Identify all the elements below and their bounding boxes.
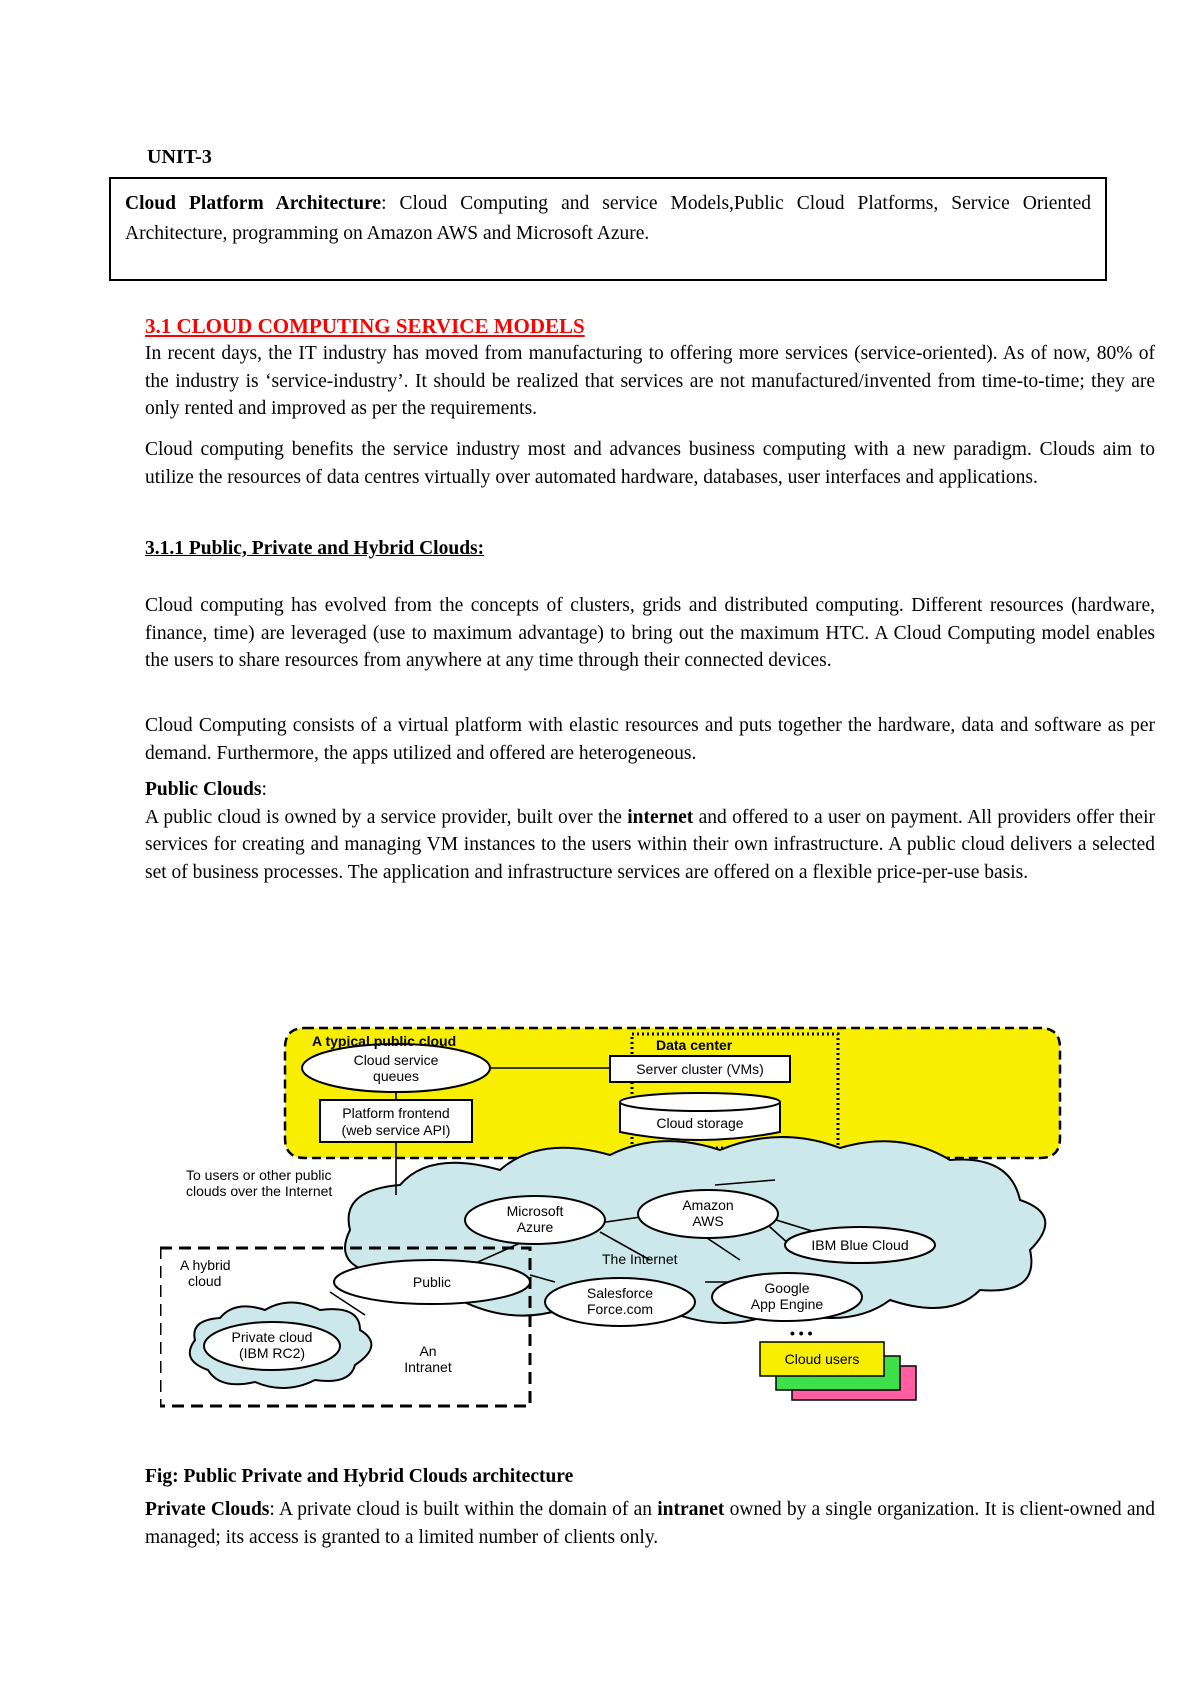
subsection-paragraph-2: Cloud Computing consists of a virtual platform with elastic resources and puts together the hardware, data and software as per demand. Furthermore, the apps utilized and offered are heterogeneous.: [145, 715, 1155, 764]
section-heading: 3.1 CLOUD COMPUTING SERVICE MODELS: [145, 314, 585, 338]
syllabus-title: Cloud Platform Architecture: [125, 193, 382, 214]
cloud-service-queues-line2: queues: [373, 1068, 419, 1084]
cloud-storage-node: [620, 1093, 780, 1140]
subsection-heading: 3.1.1 Public, Private and Hybrid Clouds:: [145, 538, 485, 559]
subsection-paragraph-1: Cloud computing has evolved from the concepts of clusters, grids and distributed computing. Different resources (hardware, finance, time) are leveraged (use to maximum advantage) to bring out the maximum HTC. A Cloud Computing model enables the users to share resources from anywhere at any time through their connected devices.: [145, 595, 1155, 671]
to-users-line2: clouds over the Internet: [186, 1183, 333, 1199]
data-center-title: Data center: [656, 1037, 733, 1053]
public-clouds-text-b: and offered to a user on payment. All providers offer their services for creating and managing VM instances to the users within their own infrastructure. A public cloud delivers a selected set of business processes. The application and infrastructure services are offered on a flexible price-per-use basis.: [145, 806, 1155, 883]
private-clouds-text-a: : A private cloud is built within the domain of an: [269, 1499, 658, 1520]
private-clouds-paragraph: [145, 1496, 1155, 1551]
public-clouds-internet: internet: [627, 806, 694, 828]
section-paragraph-2: Cloud computing benefits the service industry most and advances business computing with a new paradigm. Clouds aim to utilize the resources of data centres virtually over automated hardware, databases, user interfaces and applications.: [145, 439, 1155, 488]
platform-frontend-line1: Platform frontend: [342, 1105, 450, 1121]
platform-frontend-line2: (web service API): [341, 1122, 451, 1138]
intranet-line2: Intranet: [404, 1359, 452, 1375]
public-cloud-title: A typical public cloud: [312, 1033, 457, 1049]
ellipsis-dots: • • •: [790, 1325, 813, 1341]
ibm-blue-cloud-label: IBM Blue Cloud: [811, 1237, 909, 1253]
figure-caption: Fig: Public Private and Hybrid Clouds architecture: [145, 1466, 574, 1487]
to-users-line1: To users or other public: [186, 1167, 332, 1183]
private-clouds-text-b: owned by a single organization. It is client-owned and managed; its access is granted to a limited number of clients only.: [145, 1499, 1155, 1548]
salesforce-line1: Salesforce: [586, 1285, 654, 1301]
public-node-label: Public: [412, 1274, 452, 1290]
salesforce-line2: Force.com: [586, 1301, 654, 1317]
syllabus-topics: : Cloud Computing and service Models,Public Cloud Platforms, Service Oriented Architecture, programming on Amazon AWS and Microsoft Azure.: [125, 193, 1091, 244]
cloud-users-label: Cloud users: [784, 1351, 860, 1367]
server-cluster-label: Server cluster (VMs): [636, 1061, 764, 1077]
syllabus-box: [109, 177, 1107, 281]
private-cloud-line1: Private cloud: [231, 1329, 313, 1345]
public-clouds-label: Public Clouds: [145, 779, 262, 800]
private-clouds-label: Private Clouds: [145, 1499, 270, 1520]
unit-label: UNIT-3: [147, 146, 212, 168]
hybrid-line2: cloud: [188, 1273, 222, 1289]
amazon-aws-line1: Amazon: [682, 1197, 734, 1213]
private-clouds-intranet: intranet: [657, 1499, 725, 1520]
amazon-aws-line2: AWS: [692, 1213, 724, 1229]
google-app-engine-line1: Google: [764, 1280, 810, 1296]
the-internet-label: The Internet: [602, 1251, 678, 1267]
microsoft-azure-line1: Microsoft: [506, 1203, 564, 1219]
cloud-storage-label: Cloud storage: [656, 1115, 744, 1131]
intranet-line1: An: [419, 1343, 437, 1359]
cloud-architecture-diagram: [160, 1020, 1080, 1460]
hybrid-line1: A hybrid: [180, 1257, 231, 1273]
private-cloud-line2: (IBM RC2): [238, 1345, 306, 1361]
google-app-engine-line2: App Engine: [750, 1296, 824, 1312]
section-paragraph-1: In recent days, the IT industry has moved from manufacturing to offering more services (service-oriented). As of now, 80% of the industry is ‘service-industry’. It should be realized that services are not manufactured/invented from time-to-time; they are only rented and improved as per the requirements.: [145, 343, 1155, 419]
public-clouds-block: [145, 776, 1155, 886]
microsoft-azure-line2: Azure: [516, 1219, 554, 1235]
public-clouds-text-a: A public cloud is owned by a service provider, built over the: [145, 806, 628, 828]
cloud-service-queues-line1: Cloud service: [353, 1052, 439, 1068]
public-clouds-colon: :: [261, 779, 267, 800]
